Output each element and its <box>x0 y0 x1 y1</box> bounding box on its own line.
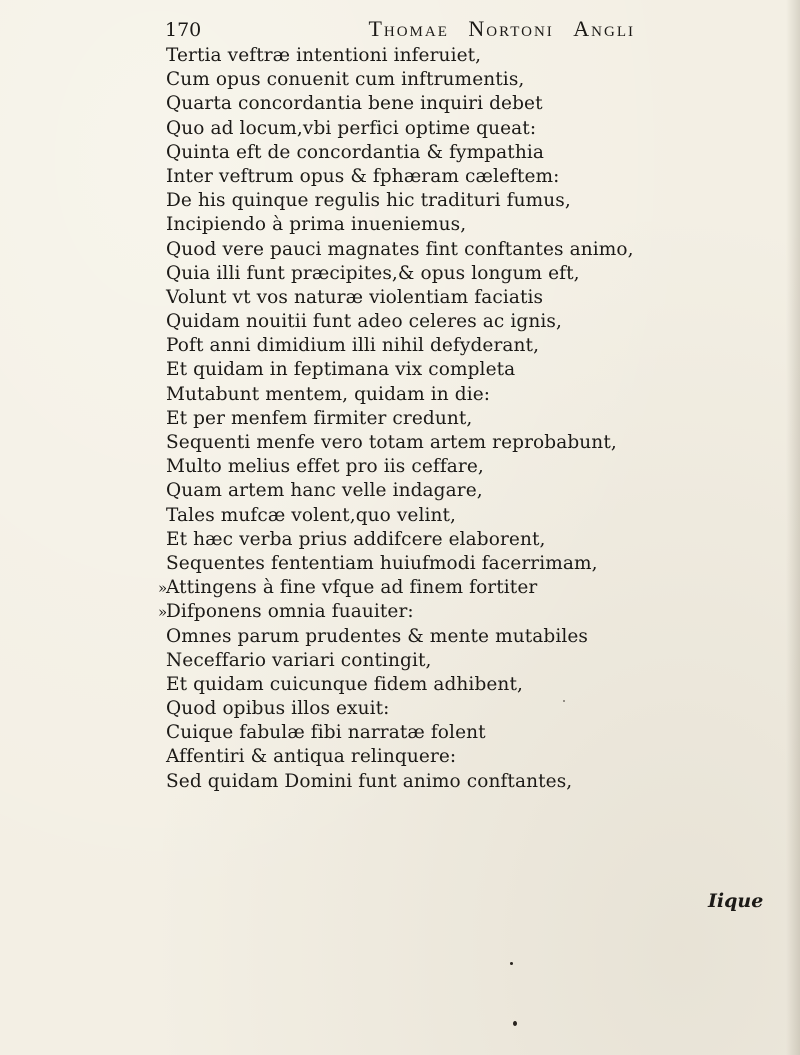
verse-line-text: Neceffario variari contingit, <box>166 649 432 671</box>
verse-line-text: Sed quidam Domini funt animo conftantes, <box>166 770 573 792</box>
verse-line <box>166 213 686 237</box>
verse-line <box>166 673 686 697</box>
verse-line-text: Quinta eft de concordantia & fympathia <box>166 141 545 163</box>
verse-line-text: Mutabunt mentem, quidam in die: <box>166 383 491 405</box>
verse-line-text: Poft anni dimidium illi nihil defyderant, <box>166 335 540 357</box>
verse-line <box>166 310 686 334</box>
verse-line <box>166 334 686 358</box>
verse-line-text: Attingens à fine vfque ad finem fortiter <box>166 577 538 599</box>
verse-line <box>166 431 686 455</box>
verse-line <box>158 576 686 600</box>
verse-line-text: Quia illi funt præcipites,& opus longum eft, <box>166 262 580 284</box>
verse-line <box>166 92 686 116</box>
verse-line-text: Quidam nouitii funt adeo celeres ac ignis, <box>166 311 562 333</box>
verse-line <box>166 721 686 745</box>
running-head <box>368 16 635 42</box>
verse-line-text: Affentiri & antiqua relinquere: <box>166 746 457 768</box>
verse-line-text: Et per menfem firmiter credunt, <box>166 407 473 429</box>
verse-line-text: De his quinque regulis hic tradituri fumus, <box>166 190 571 212</box>
verse-line-text: Omnes parum prudentes & mente mutabiles <box>166 625 589 647</box>
running-head-word: Angli <box>573 16 635 41</box>
verse-line <box>166 44 686 68</box>
verse-line-text: Sequentes fententiam huiufmodi facerrimam, <box>166 552 598 574</box>
verse-line-text: Cum opus conuenit cum inftrumentis, <box>166 69 525 91</box>
verse-line <box>166 383 686 407</box>
verse-line-text: Incipiendo à prima inueniemus, <box>166 214 467 236</box>
verse-line <box>158 600 686 624</box>
ink-speck <box>513 1021 517 1026</box>
verse-line <box>166 407 686 431</box>
verse-line-text: Volunt vt vos naturæ violentiam faciatis <box>166 286 544 308</box>
verse-line-text: Quam artem hanc velle indagare, <box>166 480 483 502</box>
running-head-word: Thomae <box>368 16 449 41</box>
verse-line-text: Quo ad locum,vbi perfici optime queat: <box>166 117 537 139</box>
verse-line <box>166 528 686 552</box>
catchword: Iique <box>708 890 764 912</box>
ink-speck <box>563 700 565 702</box>
verse-line-text: Et hæc verba prius addifcere elaborent, <box>166 528 546 550</box>
verse-line <box>166 504 686 528</box>
verse-line-text: Quod vere pauci magnates fint conftantes animo, <box>166 238 634 260</box>
page-edge-shadow <box>786 0 800 1055</box>
verse-line <box>166 189 686 213</box>
verse-block <box>158 44 686 794</box>
verse-line-text: Et quidam cuicunque fidem adhibent, <box>166 673 523 695</box>
verse-line <box>166 358 686 382</box>
verse-line <box>166 286 686 310</box>
verse-line <box>166 68 686 92</box>
verse-line-text: Tales mufcæ volent,quo velint, <box>166 504 457 526</box>
verse-line-text: Inter veftrum opus & fphæram cæleftem: <box>166 165 560 187</box>
verse-line <box>166 238 686 262</box>
verse-line <box>166 165 686 189</box>
verse-line-text: Quarta concordantia bene inquiri debet <box>166 93 543 115</box>
ink-speck <box>510 962 513 965</box>
verse-line <box>166 141 686 165</box>
verse-line-text: Difponens omnia fuauiter: <box>166 601 414 623</box>
verse-line <box>166 455 686 479</box>
verse-line-text: Quod opibus illos exuit: <box>166 698 390 720</box>
verse-line <box>166 117 686 141</box>
verse-line <box>166 262 686 286</box>
verse-line-text: Sequenti menfe vero totam artem reprobabunt, <box>166 432 617 453</box>
verse-line <box>166 625 686 649</box>
verse-line <box>166 745 686 769</box>
verse-line <box>166 479 686 503</box>
verse-line-text: Et quidam in feptimana vix completa <box>166 359 516 381</box>
verse-line <box>166 552 686 576</box>
verse-line-text: Cuique fabulæ fibi narratæ folent <box>166 722 486 744</box>
verse-line <box>166 770 686 794</box>
quotation-marker: » <box>158 603 168 622</box>
running-head-word: Nortoni <box>468 16 554 41</box>
verse-line-text: Tertia veftræ intentioni inferuiet, <box>166 45 482 66</box>
verse-line <box>166 697 686 721</box>
quotation-marker: » <box>158 579 168 598</box>
verse-line <box>166 649 686 673</box>
page-number: 170 <box>165 19 202 41</box>
verse-line-text: Multo melius effet pro iis ceffare, <box>166 456 484 478</box>
